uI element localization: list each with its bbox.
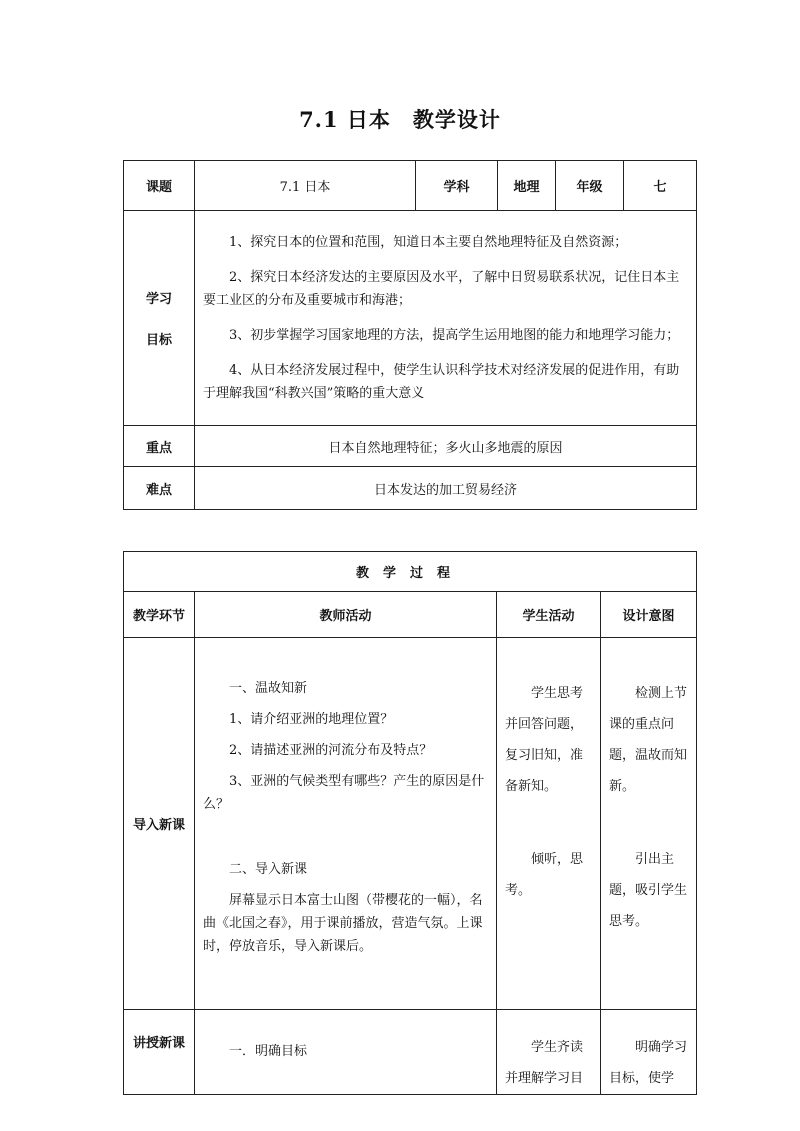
objectives-label-line2: 目标	[145, 333, 172, 348]
subject-value: 地理	[498, 161, 556, 211]
lesson-info-table	[123, 160, 697, 510]
objective-item: 3、初步掌握学习国家地理的方法，提高学生运用地图的能力和地理学习能力；	[229, 328, 680, 343]
grade-label: 年级	[556, 161, 624, 211]
objective-item: 2、探究日本经济发达的主要原因及水平，了解中日贸易联系状况，记住日本主要工业区的分布及重要城市和海港；	[203, 270, 680, 308]
teacher-line: 屏幕显示日本富士山图（带樱花的一幅），名曲《北国之春》，用于课前播放，营造气氛。上课时，停放音乐，导入新课后。	[203, 893, 483, 954]
difficulty-label: 难点	[124, 467, 195, 510]
objectives-label	[124, 211, 195, 426]
objectives-list	[195, 211, 697, 426]
topic-value: 7.1 日本	[195, 161, 416, 211]
objectives-label-line1: 学习	[145, 292, 172, 307]
key-point-label: 重点	[124, 426, 195, 467]
teacher-line: 3、亚洲的气候类型有哪些？产生的原因是什么？	[203, 774, 485, 812]
stage-new-lesson: 讲授新课	[124, 1010, 195, 1095]
student-activity-intro	[497, 638, 601, 1010]
topic-label: 课题	[124, 161, 195, 211]
teacher-line: 一．明确目标	[229, 1044, 308, 1059]
process-section-title: 教学过程	[124, 552, 697, 592]
intent-line: 检测上节课的重点问题，温故而知新。	[609, 686, 688, 794]
col-intent-header: 设计意图	[601, 592, 697, 638]
objective-item: 4、从日本经济发展过程中，使学生认识科学技术对经济发展的促进作用，有助于理解我国“科教兴国”策略的重大意义	[203, 363, 680, 401]
key-point-value: 日本自然地理特征；多火山多地震的原因	[195, 426, 697, 467]
design-intent-new-lesson	[601, 1010, 697, 1095]
intent-line: 明确学习目标，使学	[609, 1040, 688, 1086]
intent-line: 引出主题，吸引学生思考。	[609, 852, 688, 929]
difficulty-value: 日本发达的加工贸易经济	[195, 467, 697, 510]
teacher-line: 2、请描述亚洲的河流分布及特点？	[229, 743, 433, 758]
student-activity-new-lesson	[497, 1010, 601, 1095]
student-line: 学生思考并回答问题，复习旧知，准备新知。	[505, 686, 584, 794]
col-teacher-header: 教师活动	[195, 592, 497, 638]
student-line: 学生齐读并理解学习目	[505, 1040, 584, 1086]
grade-value: 七	[624, 161, 697, 211]
objective-item: 1、探究日本的位置和范围，知道日本主要自然地理特征及自然资源；	[229, 235, 628, 250]
col-student-header: 学生活动	[497, 592, 601, 638]
student-line: 倾听，思考。	[505, 852, 584, 898]
teaching-process-table	[123, 551, 697, 1095]
col-stage-header: 教学环节	[124, 592, 195, 638]
teacher-line: 一、温故知新	[229, 681, 308, 696]
stage-intro: 导入新课	[124, 638, 195, 1010]
subject-label: 学科	[416, 161, 498, 211]
teacher-activity-new-lesson	[195, 1010, 497, 1095]
teacher-activity-intro	[195, 638, 497, 1010]
teacher-line: 二、导入新课	[229, 862, 308, 877]
design-intent-intro	[601, 638, 697, 1010]
page-title: 7.1 日本 教学设计	[299, 107, 501, 132]
teacher-line: 1、请介绍亚洲的地理位置？	[229, 712, 394, 727]
